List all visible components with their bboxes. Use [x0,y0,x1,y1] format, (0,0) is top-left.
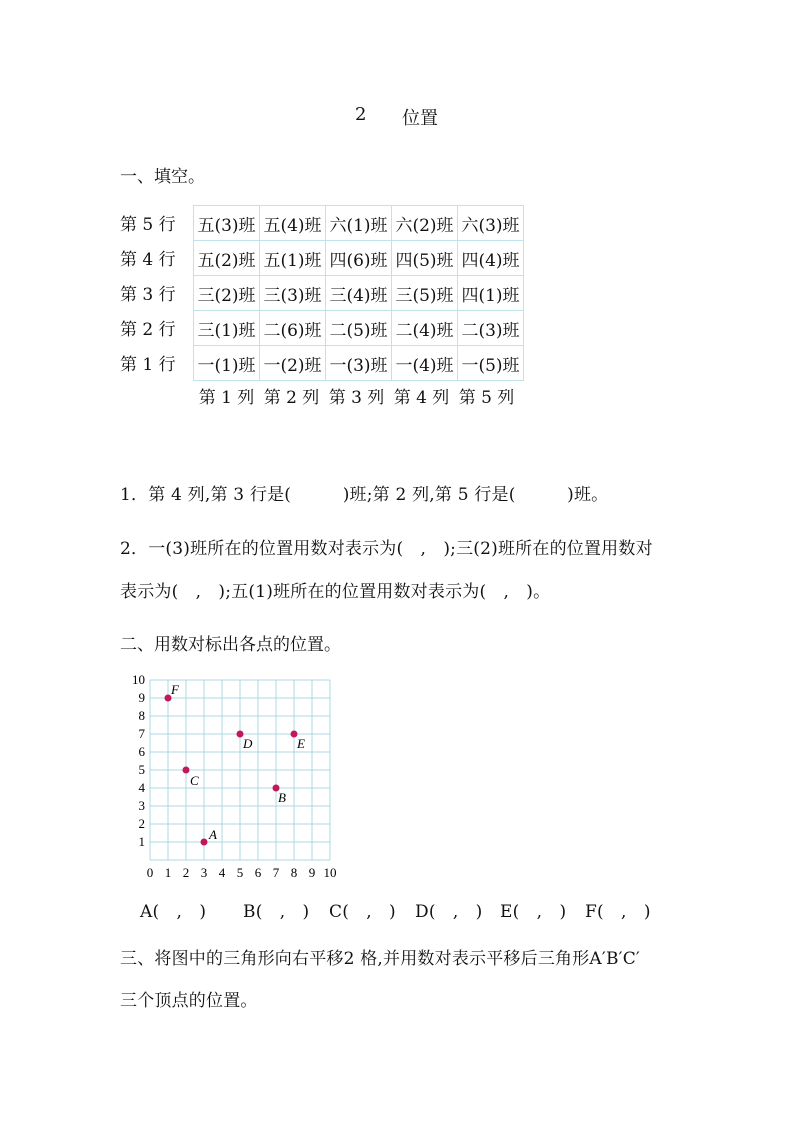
section-2-heading: 二、用数对标出各点的位置。 [120,635,341,655]
table-cell: 一(4)班 [392,346,458,381]
x-tick-label: 7 [272,865,280,880]
y-tick-label: 8 [138,708,145,723]
x-tick-label: 2 [182,865,190,880]
coordinate-grid-chart [120,670,360,885]
table-cell: 一(3)班 [326,346,392,381]
x-tick-label: 3 [200,865,208,880]
table-cell: 六(1)班 [326,206,392,241]
x-tick-label: 0 [146,865,154,880]
y-tick-label: 2 [138,816,145,831]
answer-blank-b[interactable]: B( , ) [243,902,310,922]
seat-table [193,205,524,381]
table-cell: 四(5)班 [392,241,458,276]
table-cell: 四(1)班 [458,276,524,311]
table-row [194,206,524,241]
y-tick-label: 1 [138,834,145,849]
table-row [194,311,524,346]
question-2-line-2: 表示为( , );五(1)班所在的位置用数对表示为( , )。 [120,582,551,602]
question-2-line-1: 2．一(3)班所在的位置用数对表示为( , );三(2)班所在的位置用数对 [120,539,653,559]
point-label-e: E [297,736,305,751]
table-cell: 四(4)班 [458,241,524,276]
point-c [183,767,190,774]
answer-blank-e[interactable]: E( , ) [500,902,567,922]
table-cell: 三(5)班 [392,276,458,311]
y-tick-labels [132,672,146,849]
section-1-heading: 一、填空。 [120,167,205,187]
point-label-f: F [171,682,179,697]
row-label: 第 2 行 [120,320,176,340]
answer-blank-a[interactable]: A( , ) [140,902,207,922]
table-row [194,346,524,381]
y-tick-label: 6 [138,744,145,759]
table-row [194,241,524,276]
x-tick-label: 10 [323,865,337,880]
table-cell: 六(2)班 [392,206,458,241]
point-label-d: D [243,736,253,751]
y-tick-label: 5 [138,762,145,777]
table-cell: 五(4)班 [260,206,326,241]
table-row [194,276,524,311]
grid-lines [150,680,330,860]
table-cell: 二(5)班 [326,311,392,346]
table-cell: 五(1)班 [260,241,326,276]
y-tick-label: 9 [138,690,145,705]
y-tick-label: 3 [138,798,145,813]
point-label-a: A [209,827,217,842]
table-cell: 六(3)班 [458,206,524,241]
x-tick-label: 1 [164,865,172,880]
column-label: 第 3 列 [328,388,385,408]
table-cell: 一(2)班 [260,346,326,381]
x-tick-label: 5 [236,865,244,880]
answer-blank-d[interactable]: D( , ) [415,902,483,922]
page-title-number: 2 [355,104,367,125]
column-label: 第 4 列 [393,388,450,408]
table-cell: 二(6)班 [260,311,326,346]
y-tick-label: 10 [132,672,145,687]
table-cell: 二(3)班 [458,311,524,346]
point-label-b: B [278,790,286,805]
row-label: 第 3 行 [120,285,176,305]
table-cell: 二(4)班 [392,311,458,346]
x-tick-label: 8 [290,865,298,880]
page-title: 位置 [402,108,438,129]
x-tick-labels [147,865,337,880]
table-cell: 五(2)班 [194,241,260,276]
table-cell: 一(5)班 [458,346,524,381]
answer-blank-f[interactable]: F( , ) [585,902,651,922]
row-label: 第 5 行 [120,215,176,235]
point-a [201,839,208,846]
column-label: 第 5 列 [458,388,515,408]
column-label: 第 2 列 [263,388,320,408]
x-tick-label: 6 [254,865,262,880]
x-tick-label: 9 [308,865,316,880]
section-3-line-2: 三个顶点的位置。 [120,991,258,1011]
row-label: 第 1 行 [120,355,176,375]
section-3-line-1: 三、将图中的三角形向右平移2 格,并用数对表示平移后三角形A′B′C′ [120,949,640,969]
table-cell: 三(2)班 [194,276,260,311]
y-tick-label: 4 [138,780,145,795]
table-cell: 三(3)班 [260,276,326,311]
table-cell: 四(6)班 [326,241,392,276]
answer-blank-c[interactable]: C( , ) [329,902,396,922]
table-cell: 五(3)班 [194,206,260,241]
column-label: 第 1 列 [198,388,255,408]
question-1: 1．第 4 列,第 3 行是( )班;第 2 列,第 5 行是( )班。 [120,485,609,505]
point-label-c: C [190,773,199,788]
row-label: 第 4 行 [120,250,176,270]
table-cell: 一(1)班 [194,346,260,381]
x-tick-label: 4 [218,865,226,880]
y-tick-label: 7 [138,726,145,741]
table-cell: 三(1)班 [194,311,260,346]
table-cell: 三(4)班 [326,276,392,311]
